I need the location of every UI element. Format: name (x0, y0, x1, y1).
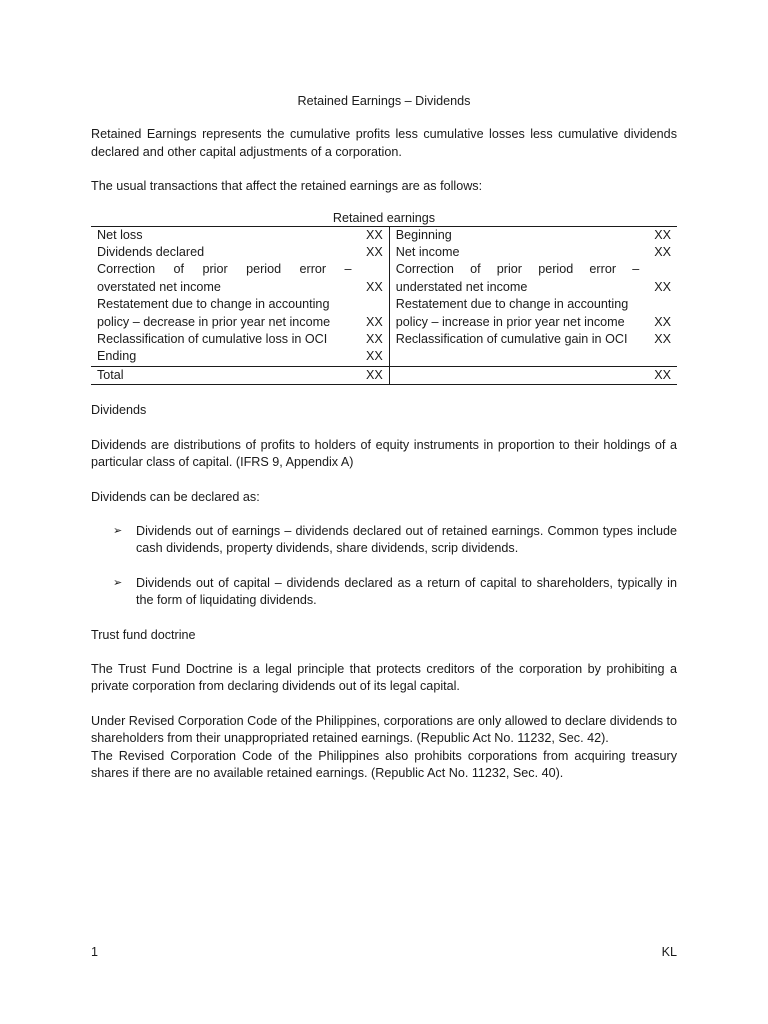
t-account-row (91, 226, 677, 244)
debit-entry (91, 296, 358, 331)
page-title: Retained Earnings – Dividends (297, 94, 471, 108)
debit-amount-value: XX (365, 314, 383, 329)
total-credit-amount: XX (645, 366, 677, 384)
dividends-definition: Dividends are distributions of profits to holders of equity instruments in proportion to their holdings of a particular class of capital. (IFRS 9, Appendix A) (91, 437, 677, 470)
credit-entry-line: policy – increase in prior year net income (395, 314, 625, 329)
credit-amount (645, 261, 677, 296)
credit-entry: Reclassification of cumulative gain in OCI (395, 332, 628, 347)
treasury-shares-paragraph: The Revised Corporation Code of the Philippines also prohibits corporations from acquiring treasury shares if there are no available retained earnings. (Republic Act No. 11232, Sec. 40). (91, 748, 677, 780)
credit-amount-value: XX (654, 279, 671, 294)
credit-amount (645, 296, 677, 331)
total-label: Total (91, 366, 358, 384)
credit-amount: XX (645, 226, 677, 244)
page-number: 1 (91, 945, 99, 959)
debit-entry: Net loss (91, 226, 358, 244)
debit-entry-line: overstated net income (97, 279, 221, 294)
debit-entry: Dividends declared (97, 245, 205, 260)
corporation-code-paragraph: Under Revised Corporation Code of the Philippines, corporations are only allowed to declare dividends to shareholders from their unappropriated retained earnings. (Republic Act No. 11232, Sec. 42). (91, 713, 677, 746)
list-item (91, 523, 677, 558)
dividend-types-list (91, 523, 677, 610)
credit-entry (389, 296, 645, 331)
t-account-row (91, 331, 677, 348)
debit-amount (358, 296, 390, 331)
transactions-intro: The usual transactions that affect the retained earnings are as follows: (91, 179, 483, 194)
t-account-row (91, 244, 677, 261)
t-account-total-row (91, 366, 677, 384)
t-account-row (91, 261, 677, 296)
trust-fund-heading: Trust fund doctrine (91, 627, 196, 642)
dividends-heading: Dividends (91, 403, 147, 418)
debit-amount (358, 261, 390, 296)
credit-amount: XX (654, 332, 671, 347)
debit-amount: XX (358, 348, 390, 366)
credit-amount (645, 348, 677, 366)
author-initials: KL (661, 945, 677, 959)
debit-entry (91, 261, 358, 296)
trust-fund-paragraph: The Trust Fund Doctrine is a legal principle that protects creditors of the corporation by prohibiting a private corporation from declaring dividends out of its legal capital. (91, 661, 677, 694)
credit-amount-value: XX (654, 314, 671, 329)
list-item-text: Dividends out of capital – dividends declared as a return of capital to shareholders, typically in the form of liquidating dividends. (136, 575, 677, 608)
debit-amount: XX (358, 331, 390, 348)
t-account-caption: Retained earnings (332, 210, 436, 225)
total-credit-blank (389, 366, 645, 384)
t-account-row (91, 348, 677, 366)
total-debit-amount: XX (358, 366, 390, 384)
document-page (91, 93, 677, 782)
debit-entry-line: policy – decrease in prior year net income (97, 314, 331, 329)
debit-amount: XX (358, 226, 390, 244)
debit-amount-value: XX (365, 279, 383, 294)
credit-entry (389, 348, 645, 366)
credit-entry-line: understated net income (395, 279, 528, 294)
credit-amount: XX (654, 245, 671, 260)
credit-entry: Beginning (389, 226, 645, 244)
credit-entry-line: Correction of prior period error – (395, 262, 640, 277)
arrow-bullet-icon: ➢ (113, 524, 123, 537)
credit-entry-line: Restatement due to change in accounting (395, 297, 629, 312)
list-item-text: Dividends out of earnings – dividends declared out of retained earnings. Common types include cash dividends, property dividends, share dividends, scrip dividends. (136, 523, 677, 556)
debit-amount: XX (358, 244, 390, 261)
credit-entry: Net income (395, 245, 460, 260)
dividends-declared-intro: Dividends can be declared as: (91, 489, 260, 504)
intro-paragraph: Retained Earnings represents the cumulative profits less cumulative losses less cumulative dividends declared and other capital adjustments of a corporation. (91, 127, 677, 159)
debit-entry-line: Restatement due to change in accounting (97, 297, 330, 312)
arrow-bullet-icon: ➢ (113, 576, 123, 589)
retained-earnings-t-account (91, 226, 677, 386)
list-item (91, 575, 677, 610)
debit-entry: Reclassification of cumulative loss in OCI (97, 332, 328, 347)
t-account-row (91, 296, 677, 331)
debit-entry-line: Correction of prior period error – (97, 262, 352, 277)
credit-entry (389, 261, 645, 296)
debit-entry: Ending (97, 349, 137, 364)
